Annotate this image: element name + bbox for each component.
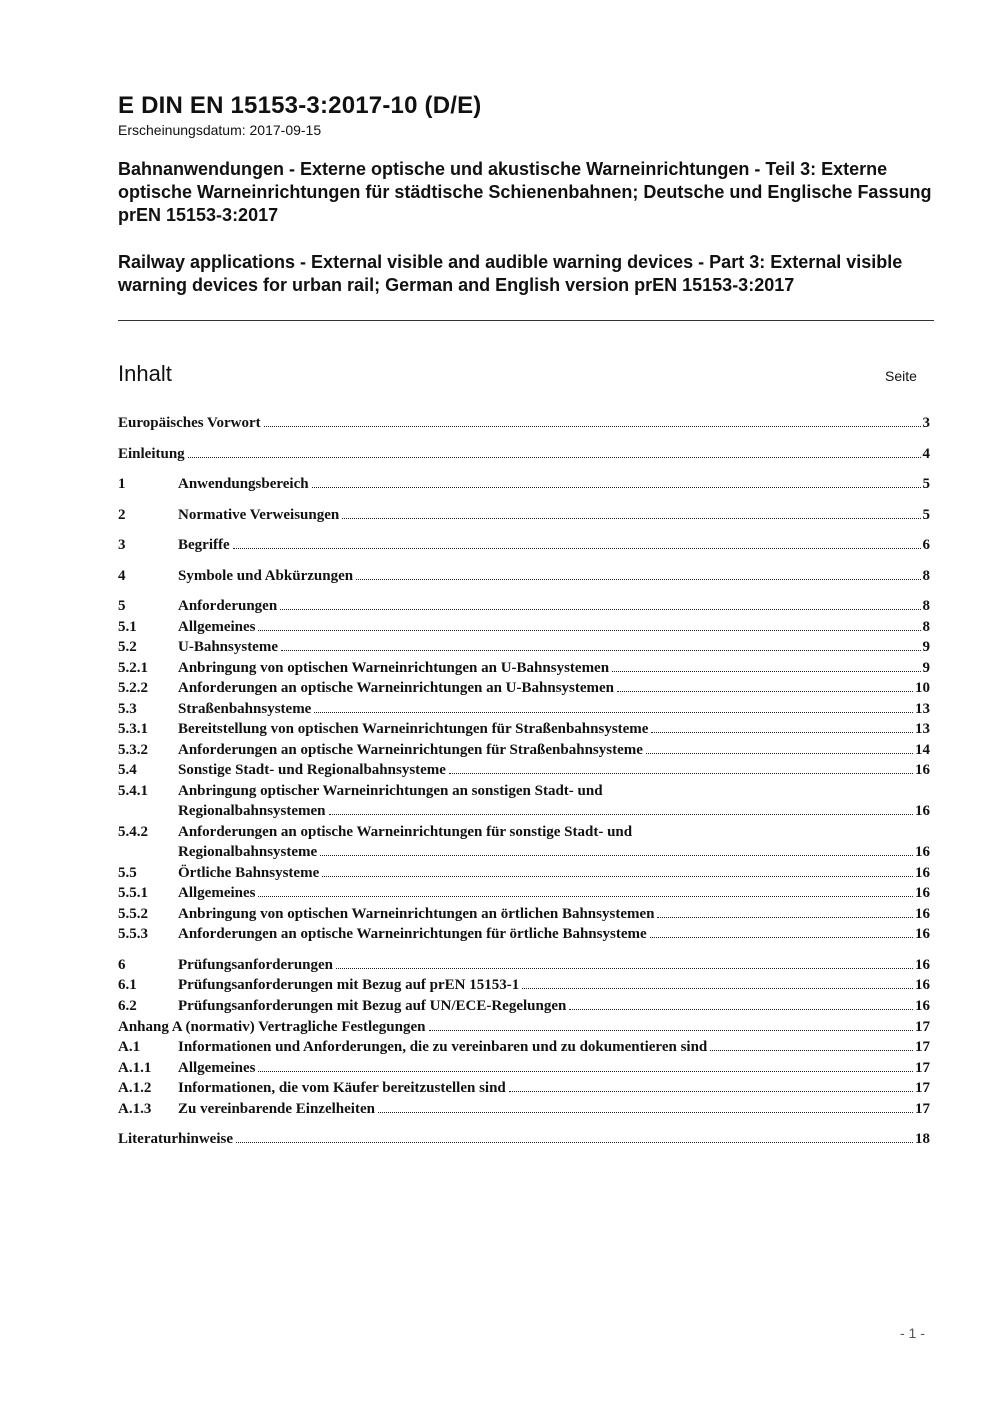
toc-entry-number: A.1: [118, 1039, 141, 1055]
toc-entry[interactable]: [118, 863, 930, 883]
toc-entry-number: 5.5: [118, 865, 137, 881]
toc-entry-number: 3: [118, 537, 126, 553]
toc-entry-title: U-Bahnsysteme: [178, 639, 278, 655]
toc-entry-number: 5.5.1: [118, 885, 148, 901]
toc-entry-leader: [356, 579, 920, 580]
toc-entry-number: 5: [118, 598, 126, 614]
title-english: Railway applications - External visible and audible warning devices - Part 3: External visible warning devices for urban rail; German and English version prEN 15153-3:2017: [118, 252, 903, 295]
toc-entry-leader: [429, 1030, 914, 1031]
toc-entry-page: 3: [922, 415, 930, 431]
toc-entry-title: Prüfungsanforderungen: [178, 957, 334, 973]
toc-entry-number: 4: [118, 568, 126, 584]
toc-entry-leader: [258, 1071, 913, 1072]
toc-entry-leader: [280, 609, 920, 610]
toc-entry[interactable]: [118, 1037, 930, 1057]
toc-entry-leader: [322, 876, 913, 877]
toc-entry-number: A.1.1: [118, 1060, 152, 1076]
toc-entry-leader: [314, 712, 913, 713]
toc-entry-number: 5.4.1: [118, 783, 148, 799]
toc-entry-number: 5.3: [118, 701, 137, 717]
toc-entry-number: 6.1: [118, 977, 137, 993]
toc-entry-page: 17: [915, 1101, 930, 1117]
toc-page-column-label: Seite: [885, 368, 917, 384]
toc-entry-leader: [651, 732, 913, 733]
toc-heading: Inhalt: [118, 361, 172, 386]
toc-entry-title: Örtliche Bahnsysteme: [178, 865, 320, 881]
toc-entry-page: 16: [915, 977, 930, 993]
toc-entry[interactable]: [118, 719, 930, 739]
toc-entry-page: 17: [915, 1039, 930, 1055]
toc-entry-title: Literaturhinweise: [118, 1131, 233, 1147]
toc-entry-title: Allgemeines: [178, 619, 256, 635]
toc-entry[interactable]: [118, 955, 930, 975]
toc-entry-title: Sonstige Stadt- und Regionalbahnsysteme: [178, 762, 446, 778]
toc-entry-title: Prüfungsanforderungen mit Bezug auf UN/ECE-Regelungen: [178, 998, 567, 1014]
toc-entry-title: Anbringung von optischen Warneinrichtungen an örtlichen Bahnsystemen: [178, 906, 655, 922]
toc-entry-leader: [612, 671, 920, 672]
toc-entry-page: 16: [915, 844, 930, 860]
toc-entry-page: 6: [922, 537, 930, 553]
toc-entry-number: A.1.3: [118, 1101, 152, 1117]
toc-entry-number: 5.5.3: [118, 926, 148, 942]
toc-entry[interactable]: [118, 535, 930, 555]
toc-entry-leader: [657, 917, 913, 918]
toc-entry-page: 17: [915, 1060, 930, 1076]
toc-entry-title: Anforderungen an optische Warneinrichtungen für örtliche Bahnsysteme: [178, 926, 647, 942]
toc-entry[interactable]: [118, 1058, 930, 1078]
toc-entry-leader: [258, 896, 913, 897]
toc-entry-title: Regionalbahnsysteme: [178, 844, 318, 860]
toc-entry-title: Allgemeines: [178, 1060, 256, 1076]
toc-entry-number: 6: [118, 957, 126, 973]
toc-entry[interactable]: [118, 637, 930, 657]
toc-entry[interactable]: [118, 781, 930, 821]
toc-entry-page: 13: [915, 701, 930, 717]
toc-entry-number: 5.4.2: [118, 824, 148, 840]
toc-entry-title: Prüfungsanforderungen mit Bezug auf prEN 15153-1: [178, 977, 520, 993]
toc-entry-title: Zu vereinbarende Einzelheiten: [178, 1101, 375, 1117]
toc-entry-number: 5.5.2: [118, 906, 148, 922]
toc-entry-leader: [336, 968, 913, 969]
toc-entry-number: 5.3.2: [118, 742, 148, 758]
toc-entry-number: 5.3.1: [118, 721, 148, 737]
toc-entry-title: Anforderungen an optische Warneinrichtungen an U-Bahnsystemen: [178, 680, 615, 696]
toc-entry-title: Symbole und Abkürzungen: [178, 568, 354, 584]
toc-entry-number: 6.2: [118, 998, 137, 1014]
toc-entry-leader: [522, 988, 913, 989]
toc-entry-number: 5.2: [118, 639, 137, 655]
toc-entry-title: Straßenbahnsysteme: [178, 701, 312, 717]
toc-entry[interactable]: [118, 444, 930, 464]
toc-entry[interactable]: [118, 1017, 930, 1037]
toc-entry-page: 13: [915, 721, 930, 737]
toc-entry-page: 16: [915, 885, 930, 901]
toc-entry[interactable]: [118, 904, 930, 924]
toc-entry[interactable]: [118, 1129, 930, 1149]
toc-entry[interactable]: [118, 413, 930, 433]
toc-entry[interactable]: [118, 1078, 930, 1098]
toc-entry-title: Normative Verweisungen: [178, 507, 340, 523]
toc-entry-title: Begriffe: [178, 537, 230, 553]
toc-entry-page: 8: [922, 619, 930, 635]
toc-entry-leader: [188, 457, 921, 458]
toc-entry-page: 16: [915, 998, 930, 1014]
toc-entry[interactable]: [118, 617, 930, 637]
page-number: - 1 -: [900, 1325, 925, 1341]
toc-entry-leader: [710, 1050, 913, 1051]
toc-entry-page: 8: [922, 598, 930, 614]
toc-entry-title: Allgemeines: [178, 885, 256, 901]
toc-entry-page: 10: [915, 680, 930, 696]
toc-entry-leader: [329, 814, 913, 815]
toc-entry-number: A.1.2: [118, 1080, 152, 1096]
toc-entry-page: 16: [915, 926, 930, 942]
toc-entry-page: 14: [915, 742, 930, 758]
toc-entry-title: Europäisches Vorwort: [118, 415, 261, 431]
toc-entry[interactable]: [118, 740, 930, 760]
toc-entry-page: 9: [922, 660, 930, 676]
toc-entry-title-line1: Anforderungen an optische Warneinrichtungen für sonstige Stadt- und: [178, 824, 633, 840]
toc-entry-page: 17: [915, 1080, 930, 1096]
toc-entry-title: Einleitung: [118, 446, 185, 462]
toc-entry[interactable]: [118, 822, 930, 862]
toc-entry-leader: [378, 1112, 913, 1113]
toc-entry-page: 9: [922, 639, 930, 655]
toc-entry-title-line1: Anbringung optischer Warneinrichtungen an sonstigen Stadt- und: [178, 783, 603, 799]
toc-entry-number: 5.2.2: [118, 680, 148, 696]
toc-entry[interactable]: [118, 1099, 930, 1119]
toc-entry-leader: [320, 855, 913, 856]
toc-entry-page: 16: [915, 865, 930, 881]
toc-entry-title: Anwendungsbereich: [178, 476, 309, 492]
toc-entry[interactable]: [118, 474, 930, 494]
toc-entry-number: 5.2.1: [118, 660, 148, 676]
toc-entry-page: 16: [915, 762, 930, 778]
toc-entry-number: 1: [118, 476, 126, 492]
toc-entry-title: Anforderungen: [178, 598, 278, 614]
toc-entry-leader: [509, 1091, 913, 1092]
toc-entry-leader: [617, 691, 913, 692]
toc-entry-page: 17: [915, 1019, 930, 1035]
toc-entry[interactable]: [118, 699, 930, 719]
toc-entry-title: Anforderungen an optische Warneinrichtungen für Straßenbahnsysteme: [178, 742, 643, 758]
toc-entry-page: 18: [915, 1131, 930, 1147]
toc-entry-leader: [233, 548, 921, 549]
header-divider: [118, 320, 934, 321]
toc-entry-leader: [312, 487, 921, 488]
toc-entry-page: 5: [922, 476, 930, 492]
toc-entry-title: Regionalbahnsystemen: [178, 803, 326, 819]
publication-date: Erscheinungsdatum: 2017-09-15: [118, 122, 322, 138]
toc-entry-title: Informationen, die vom Käufer bereitzustellen sind: [178, 1080, 506, 1096]
toc-entry-leader: [342, 518, 920, 519]
toc-entry-number: 5.1: [118, 619, 137, 635]
toc-entry[interactable]: [118, 760, 930, 780]
toc-entry-leader: [650, 937, 913, 938]
toc-entry-title: Informationen und Anforderungen, die zu vereinbaren und zu dokumentieren sind: [178, 1039, 708, 1055]
toc-entry[interactable]: [118, 678, 930, 698]
toc-entry-page: 5: [922, 507, 930, 523]
toc-entry-leader: [281, 650, 921, 651]
toc-entry-leader: [646, 753, 913, 754]
toc-entry[interactable]: [118, 658, 930, 678]
title-german: Bahnanwendungen - Externe optische und akustische Warneinrichtungen - Teil 3: Externe optische Warneinrichtungen für städtische Schienenbahnen; Deutsche und Englische Fassung prEN 15153-3:2017: [118, 159, 932, 225]
toc-entry-leader: [264, 426, 921, 427]
toc-entry[interactable]: [118, 996, 930, 1016]
toc-entry[interactable]: [118, 924, 930, 944]
toc-entry-title: Anbringung von optischen Warneinrichtungen an U-Bahnsystemen: [178, 660, 610, 676]
toc-entry[interactable]: [118, 505, 930, 525]
toc-entry[interactable]: [118, 883, 930, 903]
toc-entry-leader: [449, 773, 913, 774]
toc-entry-page: 16: [915, 906, 930, 922]
toc-entry-leader: [236, 1142, 913, 1143]
toc-entry[interactable]: [118, 975, 930, 995]
toc-entry-title: Anhang A (normativ) Vertragliche Festlegungen: [118, 1019, 426, 1035]
toc-entry-title: Bereitstellung von optischen Warneinrichtungen für Straßenbahnsysteme: [178, 721, 649, 737]
toc-entry-number: 5.4: [118, 762, 137, 778]
document-id: E DIN EN 15153-3:2017-10 (D/E): [118, 92, 482, 119]
toc-entry[interactable]: [118, 566, 930, 586]
toc-entry-page: 16: [915, 957, 930, 973]
toc-entry-page: 16: [915, 803, 930, 819]
toc-entry-page: 8: [922, 568, 930, 584]
toc-entry[interactable]: [118, 596, 930, 616]
toc-entry-leader: [569, 1009, 913, 1010]
toc-entry-page: 4: [922, 446, 930, 462]
toc-entry-number: 2: [118, 507, 126, 523]
toc-entry-leader: [258, 630, 920, 631]
